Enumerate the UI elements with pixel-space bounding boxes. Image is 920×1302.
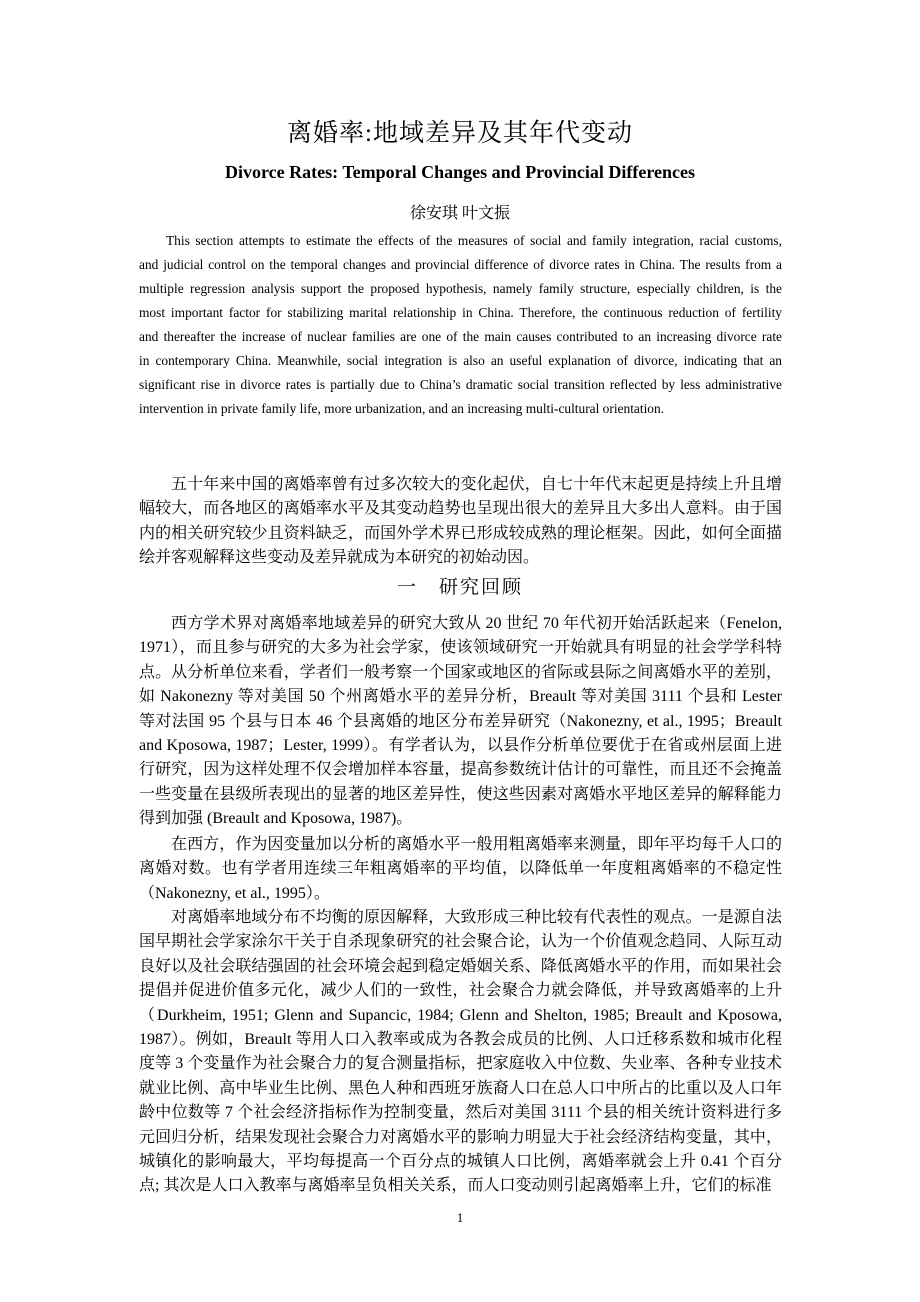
text-line: 对离婚率地域分布不均衡的原因解释，大致形成三种比较有代表性的观点。一是源自法: [171, 909, 782, 926]
text-line: 国早期社会学家涂尔干关于自杀现象研究的社会聚合论，认为一个价值观念趋同、人际互动: [139, 933, 782, 951]
text-line: 度等 3 个变量作为社会聚合力的复合测量指标，把家庭收入中位数、失业率、各种专业技术: [139, 1055, 782, 1073]
text-line: This section attempts to estimate the effects of the measures of social and family integration, racial customs,: [166, 233, 782, 248]
text-line: 西方学术界对离婚率地域差异的研究大致从 20 世纪 70 年代初开始活跃起来（Fenelon,: [171, 615, 782, 632]
text-line: intervention in private family life, more urbanization, and an increasing multi-cultural orientation.: [139, 401, 665, 416]
text-line: 良好以及社会联结强固的社会环境会起到稳定婚姻关系、降低离婚水平的作用，而如果社会: [139, 957, 782, 975]
paragraph-regional-research: [139, 612, 782, 832]
paragraph-measurement: [139, 833, 782, 906]
text-line: 点; 其次是人口入教率与离婚率呈负相关关系，而人口变动则引起离婚率上升，它们的标准: [139, 1177, 772, 1195]
text-line: and Kposowa, 1987；Lester, 1999）。有学者认为，以县作分析单位要优于在省或州层面上进: [139, 736, 782, 754]
text-line: 五十年来中国的离婚率曾有过多次较大的变化起伏，自七十年代末起更是持续上升且增: [171, 476, 782, 493]
text-line: （Durkheim, 1951; Glenn and Supancic, 1984; Glenn and Shelton, 1985; Breault and Kposowa,: [139, 1006, 782, 1024]
text-line: 城镇化的影响最大，平均每提高一个百分点的城镇人口比例，离婚率就会上升 0.41 个百分: [139, 1152, 782, 1170]
text-line: 等对法国 95 个县与日本 46 个县离婚的地区分布差异研究（Nakonezny, et al., 1995；Breault: [139, 712, 782, 730]
text-line: and thereafter the increase of nuclear families are one of the main causes contributed to an increasing divorce rate: [139, 329, 782, 344]
text-line: 就业比例、高中毕业生比例、黑色人种和西班牙族裔人口在总人口中所占的比重以及人口年: [139, 1079, 782, 1097]
section-heading: 一 研究回顾: [396, 577, 523, 598]
text-line: 绘并客观解释这些变动及差异就成为本研究的初始动因。: [139, 549, 540, 567]
text-line: significant rise in divorce rates is partially due to China’s dramatic social transition reflected by less administrative: [139, 377, 782, 392]
text-line: 一些变量在县级所表现出的显著的地区差异性，使这些因素对离婚水平地区差异的解释能力: [139, 785, 782, 803]
paragraph-explanations: [139, 906, 782, 1199]
text-line: 离婚对数。也有学者用连续三年粗离婚率的平均值，以降低单一年度粗离婚率的不稳定性: [139, 860, 782, 878]
text-line: 点。从分析单位来看，学者们一般考察一个国家或地区的省际或县际之间离婚水平的差别，: [139, 663, 782, 681]
intro-paragraph: [139, 473, 782, 571]
text-line: in contemporary China. Meanwhile, social integration is also an useful explanation of divorce, indicating that an: [139, 353, 782, 368]
text-line: 1987）。例如，Breault 等用人口入教率或成为各教会成员的比例、人口迁移系数和城市化程: [139, 1030, 782, 1048]
text-line: 内的相关研究较少且资料缺乏，而国外学术界已形成较成熟的理论框架。因此，如何全面描: [139, 524, 782, 542]
document-title: 离婚率:地域差异及其年代变动: [287, 120, 633, 147]
text-line: 提倡并促进价值多元化，减少人们的一致性，社会聚合力就会降低，并导致离婚率的上升: [139, 982, 782, 1000]
text-line: 如 Nakonezny 等对美国 50 个州离婚水平的差异分析，Breault 等对美国 3111 个县和 Lester: [139, 688, 782, 706]
text-line: 在西方，作为因变量加以分析的离婚水平一般用粗离婚率来测量，即年平均每千人口的: [171, 836, 782, 853]
text-line: 1971），而且参与研究的大多为社会学家，使该领域研究一开始就具有明显的社会学学科特: [139, 639, 782, 657]
text-line: 得到加强 (Breault and Kposowa, 1987)。: [139, 810, 413, 828]
text-line: most important factor for stabilizing marital relationship in China. Therefore, the continuous reduction of fertility: [139, 305, 782, 320]
text-line: 幅较大，而各地区的离婚率水平及其变动趋势也呈现出很大的差异且大多出人意料。由于国: [139, 500, 782, 518]
page-number: 1: [456, 1210, 464, 1225]
abstract: [139, 229, 782, 421]
text-line: multiple regression analysis support the proposed hypothesis, namely family structure, especially children, is the: [139, 281, 782, 296]
authors: 徐安琪 叶文振: [409, 205, 510, 222]
english-title: Divorce Rates: Temporal Changes and Provincial Differences: [225, 162, 695, 182]
text-line: 元回归分析，结果发现社会聚合力对离婚水平的影响力明显大于社会经济结构变量，其中，: [139, 1128, 782, 1146]
text-line: and judicial control on the temporal changes and provincial difference of divorce rates in China. The results from a: [139, 257, 782, 272]
text-line: （Nakonezny, et al., 1995）。: [139, 884, 330, 902]
text-line: 行研究，因为这样处理不仅会增加样本容量，提高参数统计估计的可靠性，而且还不会掩盖: [139, 761, 782, 779]
text-line: 龄中位数等 7 个社会经济指标作为控制变量，然后对美国 3111 个县的相关统计资料进行多: [139, 1104, 782, 1122]
